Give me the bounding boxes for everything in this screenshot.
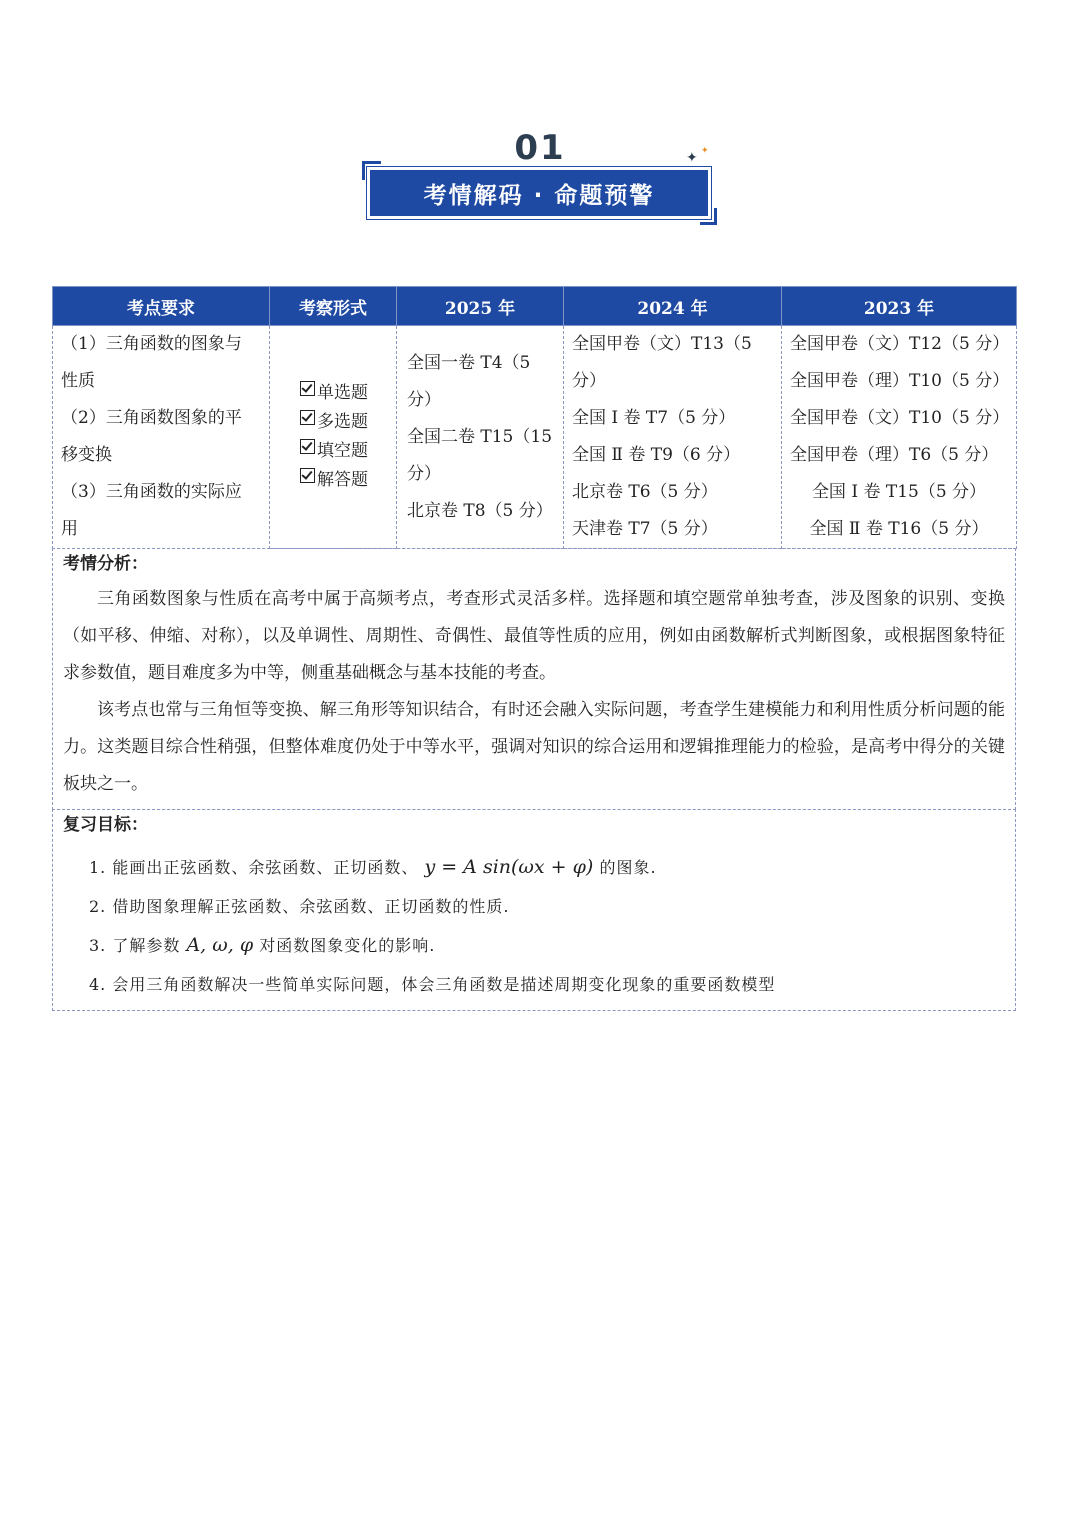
sparkle-small-icon: ✦	[701, 146, 709, 156]
table-row	[53, 326, 1017, 549]
cell-forms	[270, 326, 397, 549]
analysis-paragraph: 该考点也常与三角恒等变换、解三角形等知识结合，有时还会融入实际问题，考查学生建模能力和利用性质分析问题的能力。这类题目综合性稍强，但整体难度仍处于中等水平，强调对知识的综合运用和逻辑推理能力的检验，是高考中得分的关键板块之一。	[63, 700, 1005, 794]
analysis-title: 考情分析：	[63, 554, 148, 574]
goal-text: 1. 能画出正弦函数、余弦函数、正切函数、	[89, 858, 419, 877]
requirement-line: （2）三角函数图象的平	[61, 408, 242, 428]
checkbox-checked-icon	[300, 381, 315, 396]
checkbox-checked-icon	[300, 439, 315, 454]
goal-text: 的图象.	[599, 858, 657, 877]
form-label: 解答题	[317, 470, 368, 490]
goal-item: 4. 会用三角函数解决一些简单实际问题，体会三角函数是描述周期变化现象的重要函数模型	[89, 975, 776, 994]
goal-formula: y = A sin(ωx + φ)	[424, 856, 594, 878]
header-2024: 2024 年	[564, 287, 782, 326]
source-line: 北京卷 T8（5 分）	[407, 500, 553, 521]
goals-title: 复习目标：	[63, 815, 148, 835]
source-line: 全国甲卷（文）T10（5 分）	[790, 408, 1010, 428]
form-item	[278, 408, 388, 437]
requirement-line: （1）三角函数的图象与	[61, 334, 242, 354]
requirement-line: 用	[61, 519, 78, 539]
requirement-line: 性质	[61, 371, 95, 391]
checkbox-checked-icon	[300, 410, 315, 425]
goal-formula: A, ω, φ	[186, 934, 254, 956]
requirement-line: 移变换	[61, 445, 112, 465]
section-title: 考情解码 · 命题预警	[370, 170, 708, 216]
form-label: 单选题	[317, 383, 368, 403]
goal-text: 对函数图象变化的影响.	[259, 936, 436, 955]
source-line: 全国 Ⅱ 卷 T9（6 分）	[572, 445, 741, 465]
requirement-line: （3）三角函数的实际应	[61, 482, 242, 502]
goal-item: 2. 借助图象理解正弦函数、余弦函数、正切函数的性质.	[89, 897, 510, 916]
form-item	[278, 466, 388, 495]
form-label: 多选题	[317, 412, 368, 432]
header-forms: 考察形式	[270, 287, 397, 326]
analysis-paragraph: 三角函数图象与性质在高考中属于高频考点，考查形式灵活多样。选择题和填空题常单独考查，涉及图象的识别、变换（如平移、伸缩、对称），以及单调性、周期性、奇偶性、最值等性质的应用，例如由函数解析式判断图象，或根据图象特征求参数值，题目难度多为中等，侧重基础概念与基本技能的考查。	[63, 589, 1005, 683]
header-2023: 2023 年	[782, 287, 1017, 326]
source-line: 分）	[572, 371, 606, 391]
sparkle-icon: ✦	[686, 150, 698, 166]
goals-section	[52, 809, 1016, 1011]
cell-2023	[782, 326, 1017, 549]
goal-item	[53, 926, 1015, 965]
analysis-section	[52, 548, 1016, 810]
source-line: 全国甲卷（理）T6（5 分）	[790, 445, 999, 465]
checkbox-checked-icon	[300, 468, 315, 483]
source-line: 分）	[407, 389, 441, 410]
source-line: 全国一卷 T4（5	[407, 352, 531, 373]
source-line: 全国 Ⅱ 卷 T16（5 分）	[809, 519, 989, 539]
header-2025: 2025 年	[397, 287, 564, 326]
source-line: 全国甲卷（文）T13（5	[572, 334, 752, 354]
form-label: 填空题	[317, 441, 368, 461]
source-line: 分）	[407, 463, 441, 484]
goal-item	[53, 848, 1015, 887]
form-item	[278, 379, 388, 408]
form-item	[278, 437, 388, 466]
section-header	[0, 0, 1080, 240]
source-line: 全国二卷 T15（15	[407, 426, 553, 447]
cell-2024	[564, 326, 782, 549]
source-line: 天津卷 T7（5 分）	[572, 519, 718, 539]
exam-points-table	[52, 286, 1017, 549]
source-line: 全国甲卷（文）T12（5 分）	[790, 334, 1010, 354]
source-line: 全国甲卷（理）T10（5 分）	[790, 371, 1010, 391]
section-number: 01	[514, 128, 566, 168]
source-line: 全国 Ⅰ 卷 T7（5 分）	[572, 408, 736, 428]
table-header-row	[53, 287, 1017, 326]
cell-requirements	[53, 326, 270, 549]
source-line: 北京卷 T6（5 分）	[572, 482, 718, 502]
cell-2025	[397, 326, 564, 549]
header-requirements: 考点要求	[53, 287, 270, 326]
goal-text: 3. 了解参数	[89, 936, 181, 955]
source-line: 全国 Ⅰ 卷 T15（5 分）	[811, 482, 987, 502]
